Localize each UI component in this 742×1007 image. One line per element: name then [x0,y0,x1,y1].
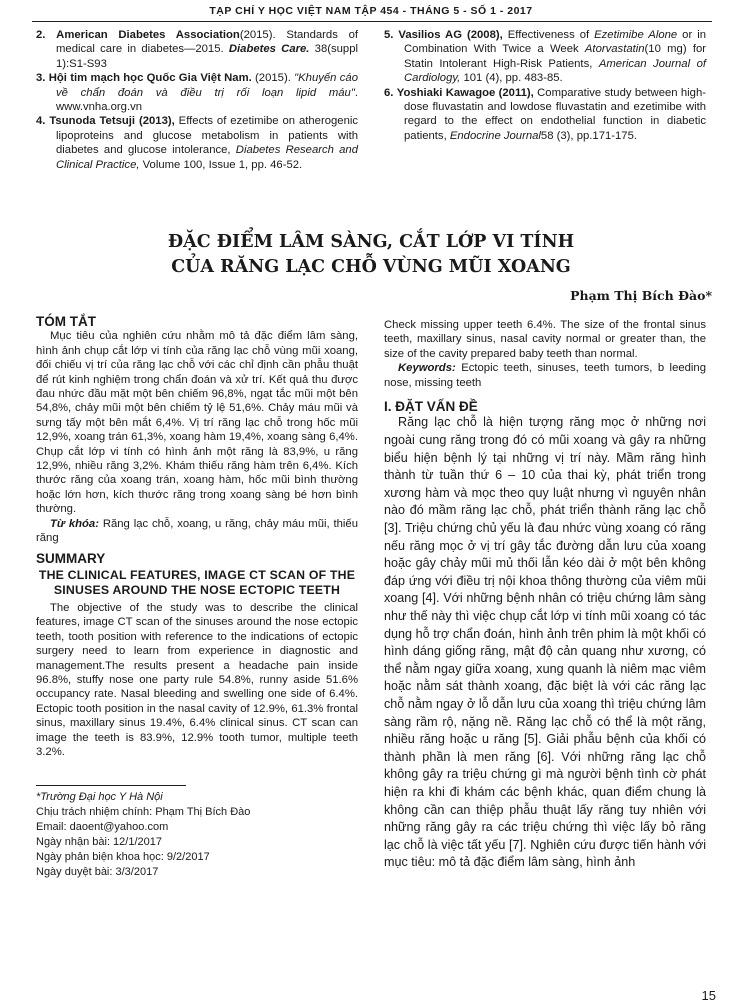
reference-item: 6. Yoshiaki Kawagoe (2011), Comparative study between high-dose fluvastatin and lowdose fluvastatin and ezetimibe with regard to the effect on endothelial function in diabetic patients, Endocrine Journal58 (3), pp.171-175. [384,86,706,142]
journal-header: TẠP CHÍ Y HỌC VIỆT NAM TẬP 454 - THÁNG 5 - SỐ 1 - 2017 [209,5,533,17]
page-number: 15 [701,987,716,1003]
title-line-2: CỦA RĂNG LẠC CHỖ VÙNG MŨI XOANG [171,257,571,277]
summary-en-title: THE CLINICAL FEATURES, IMAGE CT SCAN OF THE SINUSES AROUND THE NOSE ECTOPIC TEETH [38,567,356,598]
reference-item: 4. Tsunoda Tetsuji (2013), Effects of ezetimibe on atherogenic lipoproteins and glucose metabolism in patients with diabetes and glucose intolerance, Diabetes Research and Clinical Practice, Volume 100, Issue 1, pp. 46-52. [36,115,359,171]
header-rule [32,21,712,22]
intro-body: Răng lạc chỗ là hiện tượng răng mọc ở những nơi ngoài cung răng trong đó có mũi xoang và gây ra những biểu hiện bệnh lý tại những vị trí này. Mầm răng hình thành từ tuần thứ 6 – 10 của thai kỳ, phát triển trong xương hàm và mọc theo quy luật nhưng vì nguyên nhân nào đó mầm răng lạc chỗ, phát triển thành răng lạc chỗ [3]. Triệu chứng chủ yếu là đau nhức vùng xoang có răng nếu răng mọc ở vị trí gây tắc đường dẫn lưu của xoang hoặc gây chảy mũi mủ thối lẫn kéo dài ở một bên không đáp ứng với điều trị nội khoa thông thường của viêm mũi xoang [4]. Với những bệnh nhân có triệu chứng lâm sàng như thế này thì việc chụp cắt lớp vi tính mũi xoang có tác dụng hỗ trợ chẩn đoán, hình ảnh trên phim là một khối có hình dáng giống răng, mật độ cản quang như xương, có thể nằm ngay giữa xoang, xung quanh là niêm mạc viêm hoặc nằm sát thành xoang, đặc biệt là với các răng lạc chỗ nằm ngay ở lỗ dẫn lưu của xoang thì triệu chứng lâm sàng rầm rộ, nặng nề. Răng lạc chỗ có thể là một răng, nhiều răng hoặc u răng [5]. Giải phẫu bệnh của khối có thành phần là men răng [6]. Với những răng lạc chỗ không gây ra triệu chứng gì mà người bệnh tình cờ phát hiện ra khi đi khám các bệnh khác, quan điểm chung là không cần can thiệp phẫu thuật lấy răng tuy nhiên với những răng gây ra các triệu chứng thì việc lấy bỏ răng lạc chỗ là việc tất yếu [7]. Nghiên cứu được tiến hành với mục tiêu: mô tả đặc điểm lâm sàng, hình ảnh [384,415,706,870]
footnote-line: Email: daoent@yahoo.com [36,821,169,834]
footnote-line: Ngày duyệt bài: 3/3/2017 [36,866,159,879]
article-title [0,230,742,280]
references-left [36,28,358,172]
summary-vi-heading: TÓM TẮT [36,314,96,329]
summary-en-body: The objective of the study was to describe the clinical features, image CT scan of the sinuses around the nose ectopic teeth, tooth position with reference to the indications of ectopic surgery need to learn from experience in diagnostic and management.The results present a headache pain inside 96.8%, stuffy nose one party rule 54.8%, runny aside 51.6% occupancy rate. Nasal bleeding and swelling one side of 6.4%. Ectopic tooth position in the nasal cavity of 12.9%, 61.3% frontal sinus, maxillary sinus 19.4%, 6.4% clinical sinus. CT scan can image the teeth is 83.9%, 12.9% tooth tumor, multiple teeth 3.2%. [36,601,358,758]
summary-en-heading: SUMMARY [36,550,106,566]
left-column [36,315,358,880]
reference-item: 3. Hội tim mạch học Quốc Gia Việt Nam. (2015). "Khuyến cáo về chẩn đoán và điều trị rối loạn lipid máu". www.vnha.org.vn [36,72,358,114]
references-right [384,28,706,143]
author: Phạm Thị Bích Đào* [570,288,712,303]
keywords-vi: Từ khóa: Răng lạc chỗ, xoang, u răng, chảy máu mũi, thiếu răng [36,517,358,545]
right-column [384,318,706,872]
footnote-affiliation: *Trường Đại học Y Hà Nội [36,791,163,804]
summary-vi-body: Mục tiêu của nghiên cứu nhằm mô tả đặc điểm lâm sàng, hình ảnh chụp cắt lớp vi tính của răng lạc chỗ vùng mũi xoang, đối chiếu vị trí của răng lạc chỗ với các chỉ định cần phẫu thuật để rút kinh nghiệm trong chẩn đoán và xử trí. Kết quả thu được đau nhức đầu mặt một bên chiếm 96,8%, ngạt tắc mũi một bên 54,8%, chảy mũi một bên chiếm tỷ lệ 51,6%. Chảy máu mũi và sưng tấy một bên mắt 6,4%. Vị trí răng lạc chỗ trong hốc mũi 12,9%, xoang trán 61,3%, xoang hàm 19,4%, xoang sàng 6,4%. Chụp cắt lớp vi tính có hình ảnh một răng là 83,9%, u răng 12,9%, nhiều răng 3,2%. Khám thiếu răng hàm trên 6,4%. Kích thước răng của xoang trán, xoang hàm, hốc mũi bình thường hoặc lớn hơn, kích thước răng trong xoang sàng bé hơn bình thường. [36,330,358,516]
reference-item: 2. American Diabetes Association(2015). Standards of medical care in diabetes—2015. Diabetes Care. 38(suppl 1):S1-S93 [36,29,359,70]
footnote-line: Ngày phản biện khoa học: 9/2/2017 [36,851,210,864]
footnotes [36,785,358,880]
keywords-en: Keywords: Ectopic teeth, sinuses, teeth tumors, b leeding nose, missing teeth [384,362,706,389]
reference-item: 5. Vasilios AG (2008), Effectiveness of Ezetimibe Alone or in Combination With Twice a Week Atorvastatin(10 mg) for Statin Intolerant High-Risk Patients, American Journal of Cardiology, 101 (4), pp. 483-85. [384,29,707,85]
summary-en-body-cont: Check missing upper teeth 6.4%. The size of the frontal sinus teeth, maxillary sinus, nasal cavity normal or greater than, the size of the cavity prepared baby teeth than normal. [384,319,706,360]
footnote-rule [36,785,186,786]
intro-heading: I. ĐẶT VẤN ĐỀ [384,399,478,415]
footnote-line: Chịu trách nhiệm chính: Phạm Thị Bích Đào [36,806,251,819]
title-line-1: ĐẶC ĐIỂM LÂM SÀNG, CẮT LỚP VI TÍNH [167,232,575,252]
footnote-line: Ngày nhận bài: 12/1/2017 [36,836,162,849]
